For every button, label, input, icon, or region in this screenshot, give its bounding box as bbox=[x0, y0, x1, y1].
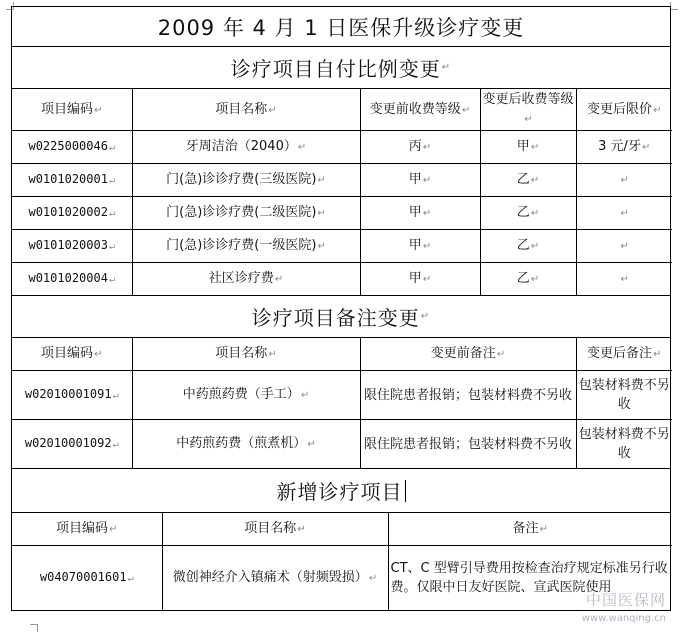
remark-after: 包装材料费不另收 bbox=[576, 371, 672, 420]
remark-after: 包装材料费不另收 bbox=[576, 420, 672, 469]
new-items-table bbox=[12, 513, 672, 610]
page-corner-mark bbox=[30, 624, 38, 632]
column-header: 项目名称↵ bbox=[162, 513, 388, 546]
remark: CT、C 型臂引导费用按检查治疗规定标准另行收费。仅限中日友好医院、宣武医院使用 bbox=[388, 546, 672, 611]
column-header: 项目名称↵ bbox=[132, 89, 360, 131]
item-code: w0101020002↵ bbox=[12, 197, 132, 230]
item-code: w0101020001↵ bbox=[12, 164, 132, 197]
item-code: w02010001091↵ bbox=[12, 371, 132, 420]
column-header: 变更后收费等级↵ bbox=[480, 89, 576, 131]
price-limit: ↵ bbox=[576, 263, 672, 296]
item-name: 门(急)诊诊疗费(二级医院)↵ bbox=[132, 197, 360, 230]
item-code: w0101020004↵ bbox=[12, 263, 132, 296]
remark-before: 限住院患者报销；包装材料费不另收 bbox=[360, 371, 576, 420]
table-row bbox=[12, 197, 672, 230]
table-row bbox=[12, 131, 672, 164]
section-heading-ratio-change bbox=[12, 47, 670, 89]
table-row bbox=[12, 371, 672, 420]
item-code: w0225000046↵ bbox=[12, 131, 132, 164]
price-limit: ↵ bbox=[576, 164, 672, 197]
column-header: 变更后备注↵ bbox=[576, 338, 672, 371]
grade-before: 甲↵ bbox=[360, 197, 480, 230]
remark-before: 限住院患者报销；包装材料费不另收 bbox=[360, 420, 576, 469]
table-row bbox=[12, 263, 672, 296]
grade-after: 乙↵ bbox=[480, 197, 576, 230]
section-heading-text: 新增诊疗项目 bbox=[276, 480, 403, 504]
table-row bbox=[12, 164, 672, 197]
item-code: w04070001601↵ bbox=[12, 546, 162, 611]
item-name: 微创神经介入镇痛术（射频毁损）↵ bbox=[162, 546, 388, 611]
column-header: 项目名称↵ bbox=[132, 338, 360, 371]
table-row bbox=[12, 230, 672, 263]
column-header: 项目编码↵ bbox=[12, 513, 162, 546]
paragraph-mark: ↵ bbox=[441, 62, 452, 73]
section-heading-remark-change bbox=[12, 295, 670, 338]
item-code: w0101020003↵ bbox=[12, 230, 132, 263]
item-name: 门(急)诊诊疗费(一级医院)↵ bbox=[132, 230, 360, 263]
table-header-row bbox=[12, 513, 672, 546]
item-name: 社区诊疗费↵ bbox=[132, 263, 360, 296]
section-heading-new-items bbox=[12, 468, 670, 513]
table-header-row bbox=[12, 89, 672, 131]
item-name: 门(急)诊诊疗费(三级医院)↵ bbox=[132, 164, 360, 197]
column-header: 变更前收费等级↵ bbox=[360, 89, 480, 131]
grade-before: 甲↵ bbox=[360, 164, 480, 197]
text-cursor bbox=[405, 480, 406, 502]
table-row bbox=[12, 546, 672, 611]
column-header: 变更前备注↵ bbox=[360, 338, 576, 371]
remark-change-table bbox=[12, 338, 672, 468]
section-heading-text: 诊疗项目自付比例变更 bbox=[230, 57, 441, 81]
section-heading-text: 诊疗项目备注变更 bbox=[251, 306, 420, 330]
table-header-row bbox=[12, 338, 672, 371]
item-code: w02010001092↵ bbox=[12, 420, 132, 469]
column-header: 项目编码↵ bbox=[12, 89, 132, 131]
grade-after: 乙↵ bbox=[480, 164, 576, 197]
item-name: 中药煎药费（煎煮机）↵ bbox=[132, 420, 360, 469]
document-table bbox=[11, 6, 671, 611]
table-row bbox=[12, 420, 672, 469]
page-corner-mark bbox=[670, 2, 678, 10]
column-header: 备注↵ bbox=[388, 513, 672, 546]
price-limit: ↵ bbox=[576, 197, 672, 230]
grade-before: 丙↵ bbox=[360, 131, 480, 164]
ratio-change-table bbox=[12, 89, 672, 295]
item-name: 牙周洁治（2040）↵ bbox=[132, 131, 360, 164]
item-name: 中药煎药费（手工）↵ bbox=[132, 371, 360, 420]
watermark-url: www.wanqing.cn bbox=[581, 613, 666, 624]
grade-after: 乙↵ bbox=[480, 263, 576, 296]
price-limit: ↵ bbox=[576, 230, 672, 263]
grade-after: 乙↵ bbox=[480, 230, 576, 263]
watermark-logo: 中国医保网 bbox=[585, 591, 666, 609]
document-title-text: 2009 年 4 月 1 日医保升级诊疗变更 bbox=[157, 15, 525, 40]
column-header: 项目编码↵ bbox=[12, 338, 132, 371]
price-limit: 3 元/牙↵ bbox=[576, 131, 672, 164]
document-title bbox=[12, 7, 670, 47]
grade-before: 甲↵ bbox=[360, 263, 480, 296]
paragraph-mark: ↵ bbox=[420, 311, 431, 322]
column-header: 变更后限价↵ bbox=[576, 89, 672, 131]
grade-before: 甲↵ bbox=[360, 230, 480, 263]
grade-after: 甲↵ bbox=[480, 131, 576, 164]
